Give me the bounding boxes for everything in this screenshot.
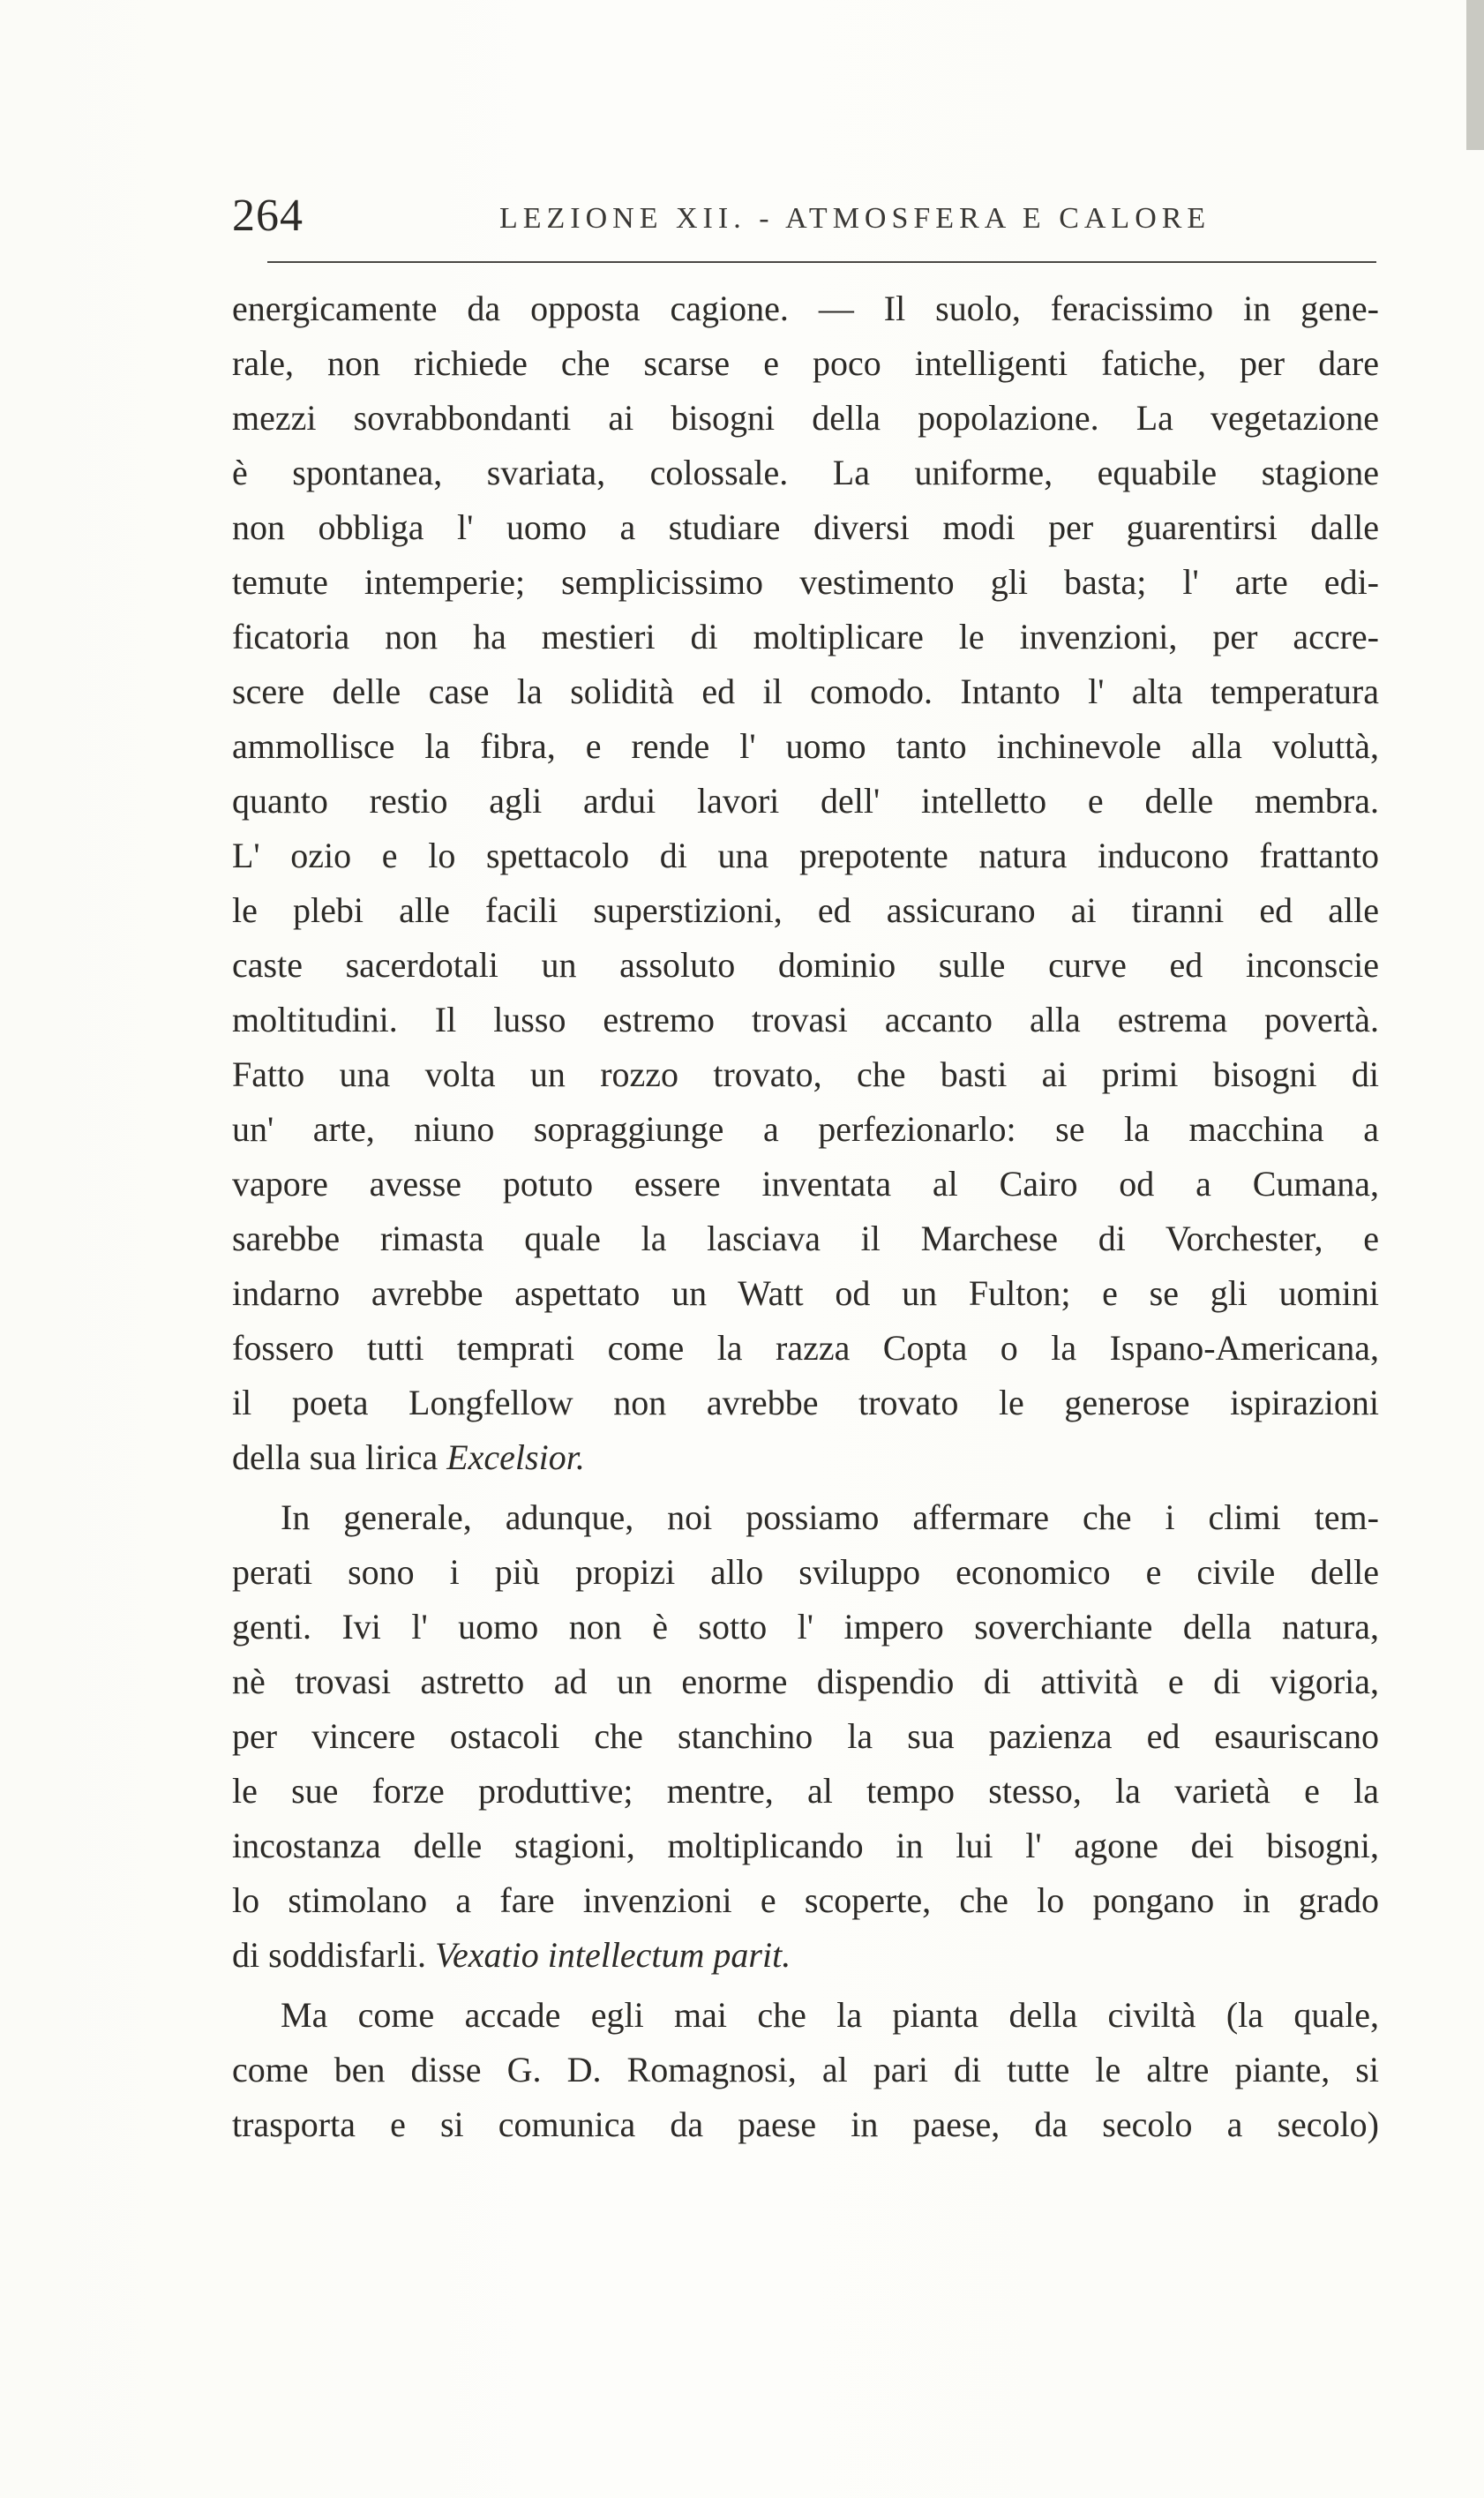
page-edge-shadow (1466, 0, 1484, 150)
text-line: trasporta e si comunica da paese in paese, da secolo a secolo) (232, 2104, 1379, 2144)
text-line: ammollisce la fibra, e rende l' uomo tanto inchinevole alla voluttà, (232, 726, 1379, 766)
text-line: mezzi sovrabbondanti ai bisogni della popolazione. La vegetazione (232, 398, 1379, 438)
text-line: Fatto una volta un rozzo trovato, che basti ai primi bisogni di (232, 1054, 1379, 1094)
text-line-paragraph-end (232, 1431, 1379, 1484)
text-line-paragraph-end (232, 1929, 1379, 1982)
text-line: sarebbe rimasta quale la lasciava il Marchese di Vorchester, e (232, 1219, 1379, 1258)
chapter-title: LEZIONE XII. - ATMOSFERA E CALORE (499, 202, 1211, 235)
text-line: fossero tutti temprati come la razza Copta o la Ispano-Americana, (232, 1328, 1379, 1368)
text-line: caste sacerdotali un assoluto dominio sulle curve ed inconscie (232, 945, 1379, 985)
text-line: genti. Ivi l' uomo non è sotto l' impero soverchiante della natura, (232, 1607, 1379, 1647)
text-line: il poeta Longfellow non avrebbe trovato le generose ispirazioni (232, 1383, 1379, 1422)
header-rule (267, 261, 1376, 263)
italic-title-excelsior: Excelsior. (446, 1437, 585, 1477)
text-line: scere delle case la solidità ed il comodo. Intanto l' alta temperatura (232, 671, 1379, 711)
text-line: lo stimolano a fare invenzioni e scoperte, che lo pongano in grado (232, 1880, 1379, 1920)
page-number: 264 (232, 191, 304, 241)
text-line: energicamente da opposta cagione. — Il suolo, feracissimo in gene- (232, 289, 1379, 328)
text-line: è spontanea, svariata, colossale. La uniforme, equabile stagione (232, 453, 1379, 492)
text-line: rale, non richiede che scarse e poco intelligenti fatiche, per dare (232, 343, 1379, 383)
text-line: temute intemperie; semplicissimo vestimento gli basta; l' arte edi- (232, 562, 1379, 602)
text-line: ficatoria non ha mestieri di moltiplicare le invenzioni, per accre- (232, 617, 1379, 656)
italic-quote-vexatio: Vexatio intellectum parit. (434, 1935, 791, 1975)
text-line: incostanza delle stagioni, moltiplicando in lui l' agone dei bisogni, (232, 1826, 1379, 1865)
running-head (232, 190, 1379, 243)
text-line: non obbliga l' uomo a studiare diversi modi per guarentirsi dalle (232, 507, 1379, 547)
text-line: un' arte, niuno sopraggiunge a perfezionarlo: se la macchina a (232, 1109, 1379, 1149)
text-line-content: di soddisfarli. (232, 1935, 435, 1975)
text-line-paragraph-start: Ma come accade egli mai che la pianta della civiltà (la quale, (281, 1995, 1379, 2035)
text-line: per vincere ostacoli che stanchino la sua pazienza ed esauriscano (232, 1716, 1379, 1756)
text-line-paragraph-start: In generale, adunque, noi possiamo affermare che i climi tem- (281, 1497, 1379, 1537)
text-line: le plebi alle facili superstizioni, ed assicurano ai tiranni ed alle (232, 890, 1379, 930)
text-line: vapore avesse potuto essere inventata al Cairo od a Cumana, (232, 1164, 1379, 1204)
text-line: perati sono i più propizi allo sviluppo economico e civile delle (232, 1552, 1379, 1592)
text-line: le sue forze produttive; mentre, al tempo stesso, la varietà e la (232, 1771, 1379, 1811)
text-line-content: della sua lirica (232, 1437, 447, 1477)
text-line: nè trovasi astretto ad un enorme dispendio di attività e di vigoria, (232, 1662, 1379, 1701)
text-line: L' ozio e lo spettacolo di una prepotente natura inducono frattanto (232, 836, 1379, 875)
text-line: quanto restio agli ardui lavori dell' intelletto e delle membra. (232, 781, 1379, 821)
text-line: come ben disse G. D. Romagnosi, al pari di tutte le altre piante, si (232, 2050, 1379, 2089)
text-line: indarno avrebbe aspettato un Watt od un Fulton; e se gli uomini (232, 1273, 1379, 1313)
text-line: moltitudini. Il lusso estremo trovasi accanto alla estrema povertà. (232, 1000, 1379, 1039)
